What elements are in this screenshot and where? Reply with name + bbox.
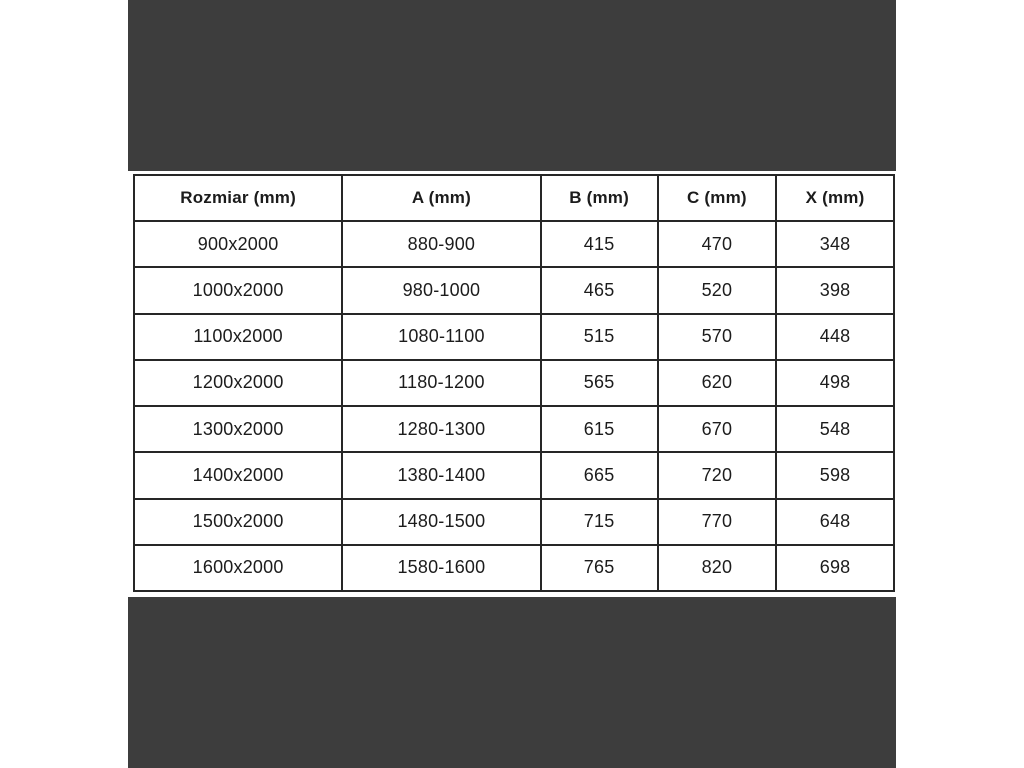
- table-cell: 1580-1600: [342, 545, 540, 591]
- table-cell: 648: [776, 499, 894, 545]
- table-cell: 570: [658, 314, 777, 360]
- table-cell: 1500x2000: [134, 499, 342, 545]
- column-header: C (mm): [658, 175, 777, 221]
- table-cell: 1380-1400: [342, 452, 540, 498]
- table-cell: 548: [776, 406, 894, 452]
- table-row: [134, 360, 894, 406]
- column-header: B (mm): [541, 175, 658, 221]
- table-cell: 1000x2000: [134, 267, 342, 313]
- table-cell: 398: [776, 267, 894, 313]
- table-cell: 880-900: [342, 221, 540, 267]
- table-cell: 515: [541, 314, 658, 360]
- table-cell: 1600x2000: [134, 545, 342, 591]
- table-cell: 720: [658, 452, 777, 498]
- table-cell: 1400x2000: [134, 452, 342, 498]
- table-cell: 698: [776, 545, 894, 591]
- table-cell: 598: [776, 452, 894, 498]
- table-row: [134, 406, 894, 452]
- table-cell: 715: [541, 499, 658, 545]
- table-row: [134, 499, 894, 545]
- table-cell: 470: [658, 221, 777, 267]
- table-cell: 900x2000: [134, 221, 342, 267]
- table-cell: 1480-1500: [342, 499, 540, 545]
- table-row: [134, 267, 894, 313]
- table-cell: 1200x2000: [134, 360, 342, 406]
- column-header: X (mm): [776, 175, 894, 221]
- product-spec-image: [128, 0, 896, 768]
- dimensions-table: [133, 174, 895, 592]
- table-cell: 620: [658, 360, 777, 406]
- column-header: Rozmiar (mm): [134, 175, 342, 221]
- table-row: [134, 314, 894, 360]
- table-cell: 980-1000: [342, 267, 540, 313]
- dark-panel-bottom: [128, 597, 896, 768]
- table-cell: 1080-1100: [342, 314, 540, 360]
- header-row: [134, 175, 894, 221]
- table-body: [134, 221, 894, 591]
- table-cell: 670: [658, 406, 777, 452]
- table-cell: 520: [658, 267, 777, 313]
- table-row: [134, 545, 894, 591]
- table-cell: 465: [541, 267, 658, 313]
- table-cell: 770: [658, 499, 777, 545]
- table-cell: 1300x2000: [134, 406, 342, 452]
- table-cell: 1100x2000: [134, 314, 342, 360]
- table-cell: 615: [541, 406, 658, 452]
- table-cell: 1180-1200: [342, 360, 540, 406]
- table-cell: 665: [541, 452, 658, 498]
- table-row: [134, 221, 894, 267]
- table-cell: 498: [776, 360, 894, 406]
- table-cell: 565: [541, 360, 658, 406]
- table-cell: 415: [541, 221, 658, 267]
- table-cell: 765: [541, 545, 658, 591]
- table-cell: 448: [776, 314, 894, 360]
- dark-panel-top: [128, 0, 896, 171]
- table-cell: 820: [658, 545, 777, 591]
- column-header: A (mm): [342, 175, 540, 221]
- table-cell: 348: [776, 221, 894, 267]
- table-row: [134, 452, 894, 498]
- table-cell: 1280-1300: [342, 406, 540, 452]
